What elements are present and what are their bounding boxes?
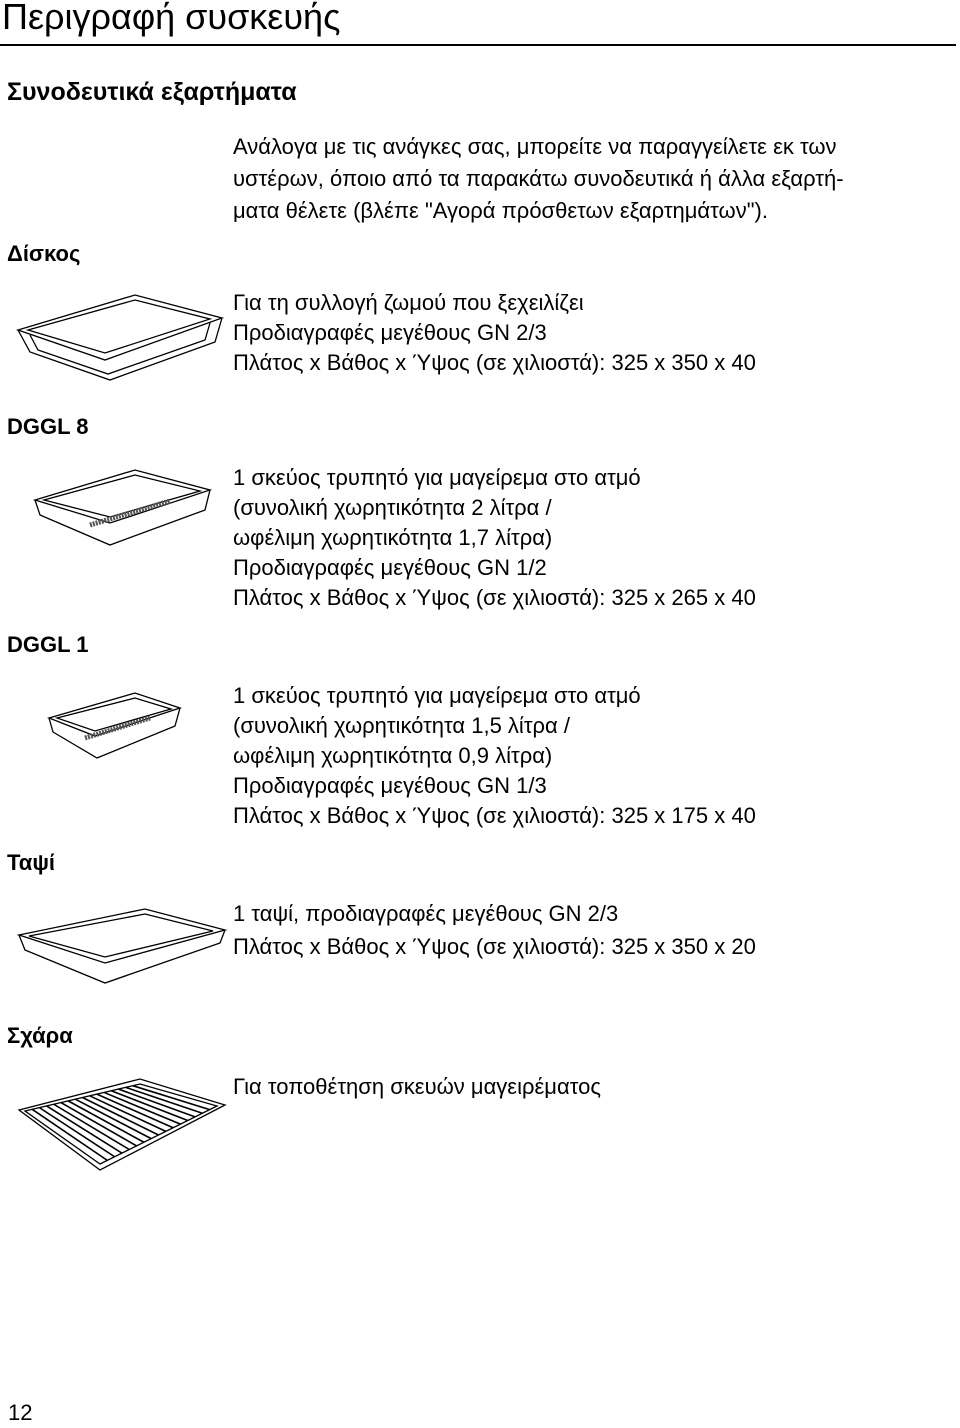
- item-desc-dggl8: [233, 463, 756, 613]
- page-title: Περιγραφή συσκευής: [2, 0, 341, 37]
- desc-line: ωφέλιμη χωρητικότητα 0,9 λίτρα): [233, 743, 553, 768]
- intro-line: Ανάλογα με τις ανάγκες σας, μπορείτε να παραγγείλετε εκ των: [233, 134, 837, 159]
- section-title: Συνοδευτικά εξαρτήματα: [7, 78, 297, 106]
- item-label-dggl1: DGGL 1: [7, 632, 89, 657]
- page-number: 12: [8, 1400, 33, 1425]
- item-label-tray: Δίσκος: [7, 241, 81, 266]
- desc-line: Πλάτος x Βάθος x Ύψος (σε χιλιοστά): 325 x 265 x 40: [233, 585, 756, 610]
- desc-line: Για τη συλλογή ζωμού που ξεχειλίζει: [233, 290, 584, 315]
- desc-line: Προδιαγραφές μεγέθους GN 1/2: [233, 555, 547, 580]
- rack-icon: [15, 1075, 230, 1175]
- desc-line: (συνολική χωρητικότητα 2 λίτρα /: [233, 495, 552, 520]
- desc-line: (συνολική χωρητικότητα 1,5 λίτρα /: [233, 713, 570, 738]
- desc-line: 1 σκεύος τρυπητό για μαγείρεμα στο ατμό: [233, 465, 641, 490]
- perforated-container-small-icon: [45, 688, 185, 763]
- desc-line: ωφέλιμη χωρητικότητα 1,7 λίτρα): [233, 525, 553, 550]
- perforated-container-icon: [30, 465, 215, 550]
- desc-line: Πλάτος x Βάθος x Ύψος (σε χιλιοστά): 325 x 350 x 40: [233, 350, 756, 375]
- desc-line: Πλάτος x Βάθος x Ύψος (σε χιλιοστά): 325 x 175 x 40: [233, 803, 756, 828]
- item-label-dggl8: DGGL 8: [7, 414, 89, 439]
- desc-line: Προδιαγραφές μεγέθους GN 2/3: [233, 320, 547, 345]
- intro-line: υστέρων, όποιο από τα παρακάτω συνοδευτικά ή άλλα εξαρτή-: [233, 166, 844, 191]
- tray-icon: [10, 290, 230, 385]
- item-desc-dggl1: [233, 681, 756, 831]
- rack-bar: [47, 1106, 122, 1153]
- desc-line: 1 σκεύος τρυπητό για μαγείρεμα στο ατμό: [233, 683, 641, 708]
- item-label-baking-tray: Ταψί: [7, 850, 56, 875]
- item-desc-tray: [233, 288, 756, 378]
- item-label-rack: Σχάρα: [7, 1023, 73, 1048]
- item-desc-rack: [233, 1072, 601, 1102]
- baking-tray-icon: [15, 905, 230, 990]
- desc-line: Πλάτος x Βάθος x Ύψος (σε χιλιοστά): 325 x 350 x 20: [233, 934, 756, 959]
- title-divider: [0, 44, 956, 46]
- desc-line: Για τοποθέτηση σκευών μαγειρέματος: [233, 1074, 601, 1099]
- desc-line: Προδιαγραφές μεγέθους GN 1/3: [233, 773, 547, 798]
- item-desc-baking-tray: [233, 899, 756, 962]
- intro-line: ματα θέλετε (βλέπε "Αγορά πρόσθετων εξαρτημάτων").: [233, 198, 768, 223]
- intro-text: [233, 131, 844, 227]
- desc-line: 1 ταψί, προδιαγραφές μεγέθους GN 2/3: [233, 901, 619, 926]
- rack-bar: [39, 1108, 114, 1157]
- rack-bar: [54, 1104, 130, 1149]
